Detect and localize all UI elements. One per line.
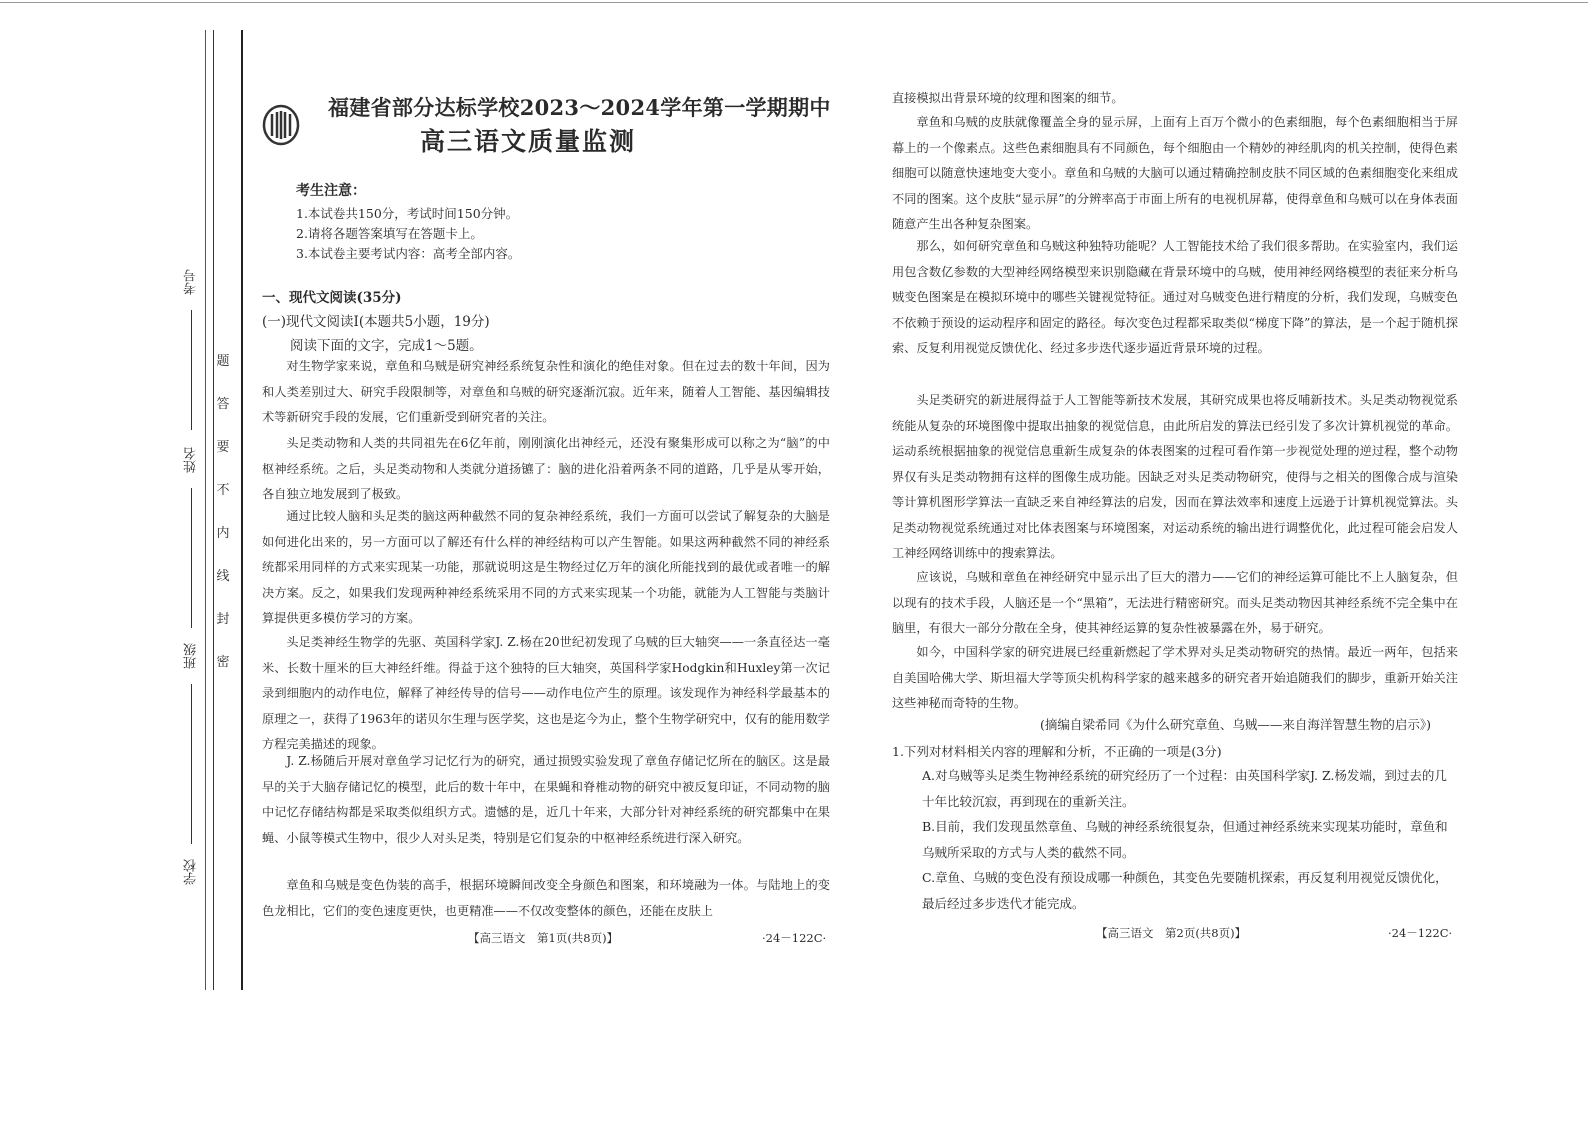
passage-paragraph: 头足类动物和人类的共同祖先在6亿年前，刚刚演化出神经元，还没有聚集形成可以称之为“脑”的中枢神经系统。之后，头足类动物和人类就分道扬镳了：脑的进化沿着两条不同的道路，几乎是从零开始，各自独立地发展到了极致。 <box>262 436 830 501</box>
section-heading: 一、现代文阅读(35分) <box>262 290 402 306</box>
passage-paragraph: 直接模拟出背景环境的纹理和图案的细节。 <box>892 91 1124 105</box>
margin-line <box>205 30 206 990</box>
footer-page-label: 【高三语文 第1页(共8页)】 <box>468 931 619 945</box>
seal-char: 要 <box>216 440 230 455</box>
margin-label-banji: 班级 <box>184 643 199 669</box>
question-option-b: B.目前，我们发现虽然章鱼、乌贼的神经系统很复杂，但通过神经系统来实现某功能时，章鱼和乌贼所采取的方式与人类的截然不同。 <box>922 819 1448 860</box>
passage-paragraph: 头足类神经生物学的先驱、英国科学家J. Z.杨在20世纪初发现了乌贼的巨大轴突——一条直径达一毫米、长数十厘米的巨大神经纤维。得益于这个独特的巨大轴突，英国科学家Hodgkin和Huxley第一次记录到细胞内的动作电位，解释了神经传导的信号——动作电位产生的原理。该发现作为神经科学最基本的原理之一，获得了1963年的诺贝尔生理与医学奖，这也是迄今为止，整个生物学研究中，仅有的能用数学方程完美描述的现象。 <box>262 635 830 751</box>
seal-char: 密 <box>216 655 230 670</box>
exam-title-line2: 高三语文质量监测 <box>420 127 637 156</box>
margin-fill-line <box>191 310 192 430</box>
seal-char: 内 <box>216 526 230 541</box>
passage-paragraph: 通过比较人脑和头足类的脑这两种截然不同的复杂神经系统，我们一方面可以尝试了解复杂的大脑是如何进化出来的，另一方面可以了解还有什么样的神经结构可以产生智能。如果这两种截然不同的神经系统都采用同样的方式来实现某一功能，那就说明这是生物经过亿万年的演化所能找到的最优或者唯一的解决方案。反之，如果我们发现两种神经系统采用不同的方式来实现某一个功能，就能为人工智能与类脑计算提供更多模仿学习的方案。 <box>262 509 830 625</box>
margin-fill-line <box>191 684 192 844</box>
seal-char: 线 <box>216 569 230 584</box>
seal-char: 答 <box>216 397 230 412</box>
reading-instruction: 阅读下面的文字，完成1～5题。 <box>290 338 483 354</box>
margin-label-kaohao: 考号 <box>184 269 199 295</box>
margin-fill-line <box>191 488 192 628</box>
passage-paragraph: J. Z.杨随后开展对章鱼学习记忆行为的研究，通过损毁实验发现了章鱼存储记忆所在的脑区。这是最早的关于大脑存储记忆的模型，此后的数十年中，在果蝇和脊椎动物的研究中被反复印证，不同动物的脑中记忆存储结构都是采取类似组织方式。遗憾的是，近几十年来，大部分针对神经系统的研究都集中在果蝇、小鼠等模式生物中，很少人对头足类，特别是它们复杂的中枢神经系统进行深入研究。 <box>262 754 830 845</box>
passage-paragraph: 章鱼和乌贼是变色伪装的高手，根据环境瞬间改变全身颜色和图案，和环境融为一体。与陆地上的变色龙相比，它们的变色速度更快，也更精准——不仅改变整体的颜色，还能在皮肤上 <box>262 878 830 918</box>
exam-title-line1: 福建省部分达标学校2023～2024学年第一学期期中 <box>328 95 831 120</box>
notice-item: 3.本试卷主要考试内容：高考全部内容。 <box>296 246 521 261</box>
section-subheading: (一)现代文阅读Ⅰ(本题共5小题，19分) <box>262 314 490 330</box>
passage-paragraph: 如今，中国科学家的研究进展已经重新燃起了学术界对头足类动物研究的热情。最近一两年，包括来自美国哈佛大学、斯坦福大学等顶尖机构科学家的越来越多的研究者开始追随我们的脚步，重新开始关注这些神秘而奇特的生物。 <box>892 645 1458 710</box>
passage-paragraph: 对生物学家来说，章鱼和乌贼是研究神经系统复杂性和演化的绝佳对象。但在过去的数十年间，因为和人类差别过大、研究手段限制等，对章鱼和乌贼的研究逐渐沉寂。近年来，随着人工智能、基因编辑技术等新研究手段的发展，它们重新受到研究者的关注。 <box>262 359 830 424</box>
question-option-a: A.对乌贼等头足类生物神经系统的研究经历了一个过程：由英国科学家J. Z.杨发端，到过去的几十年比较沉寂，再到现在的重新关注。 <box>922 768 1447 809</box>
question-stem: 1.下列对材料相关内容的理解和分析，不正确的一项是(3分) <box>892 744 1222 759</box>
margin-line <box>213 30 214 990</box>
passage-paragraph: 应该说，乌贼和章鱼在神经研究中显示出了巨大的潜力——它们的神经运算可能比不上人脑复杂，但以现有的技术手段，人脑还是一个“黑箱”，无法进行精密研究。而头足类动物因其神经系统不完全集中在脑里，有很大一部分分散在全身，使其神经运算的复杂性被暴露在外，易于研究。 <box>892 570 1458 635</box>
seal-char: 封 <box>216 612 230 627</box>
margin-line <box>241 30 243 990</box>
seal-char: 题 <box>216 354 230 369</box>
footer-code: ·24－122C· <box>1388 926 1453 940</box>
seal-char: 不 <box>216 483 230 498</box>
notice-item: 1.本试卷共150分，考试时间150分钟。 <box>296 206 519 221</box>
margin-label-xingming: 姓名 <box>184 447 199 473</box>
footer-code: ·24－122C· <box>762 931 827 945</box>
notice-item: 2.请将各题答案填写在答题卡上。 <box>296 226 483 241</box>
scan-edge-line <box>0 2 1588 3</box>
notice-heading: 考生注意： <box>296 183 366 199</box>
passage-source: (摘编自梁希同《为什么研究章鱼、乌贼——来自海洋智慧生物的启示》) <box>1040 717 1432 732</box>
passage-paragraph: 那么，如何研究章鱼和乌贼这种独特功能呢？人工智能技术给了我们很多帮助。在实验室内，我们运用包含数亿参数的大型神经网络模型来识别隐藏在背景环境中的乌贼，使用神经网络模型的表征来分析乌贼变色图案是在模拟环境中的哪些关键视觉特征。通过对乌贼变色进行精度的分析，我们发现，乌贼变色不依赖于预设的运动程序和固定的路径。每次变色过程都采取类似“梯度下降”的算法，是一个起于随机探索、反复利用视觉反馈优化、经过多步迭代逐步逼近背景环境的过程。 <box>892 239 1458 355</box>
footer-page-label: 【高三语文 第2页(共8页)】 <box>1096 926 1247 940</box>
passage-paragraph: 章鱼和乌贼的皮肤就像覆盖全身的显示屏，上面有上百万个微小的色素细胞，每个色素细胞相当于屏幕上的一个像素点。这些色素细胞具有不同颜色，每个细胞由一个精妙的神经肌肉的机关控制，使得色素细胞可以随意快速地变大变小。章鱼和乌贼的大脑可以通过精确控制皮肤不同区域的色素细胞变化来组成不同的图案。这个皮肤“显示屏”的分辨率高于市面上所有的电视机屏幕，使得章鱼和乌贼可以在身体表面随意产生出各种复杂图案。 <box>892 115 1458 231</box>
margin-label-xuexiao: 学校 <box>184 859 199 885</box>
passage-paragraph: 头足类研究的新进展得益于人工智能等新技术发展，其研究成果也将反哺新技术。头足类动物视觉系统能从复杂的环境图像中提取出抽象的视觉信息，由此所启发的算法已经引发了多次计算机视觉的革命。运动系统根据抽象的视觉信息重新生成复杂的体表图案的过程可看作第一步视觉处理的逆过程，整个动物界仅有头足类动物拥有这样的图像生成功能。因缺乏对头足类动物研究，使得与之相关的图像合成与渲染等计算机图形学算法一直缺乏来自神经算法的启发，因而在算法效率和速度上远逊于计算机视觉算法。头足类动物视觉系统通过对比体表图案与环境图案，对运动系统的输出进行调整优化，此过程可能会启发人工神经网络训练中的搜索算法。 <box>892 393 1458 560</box>
publisher-logo-icon <box>262 104 300 146</box>
question-option-c: C.章鱼、乌贼的变色没有预设成哪一种颜色，其变色先要随机探索，再反复利用视觉反馈优化，最后经过多步迭代才能完成。 <box>922 870 1448 911</box>
